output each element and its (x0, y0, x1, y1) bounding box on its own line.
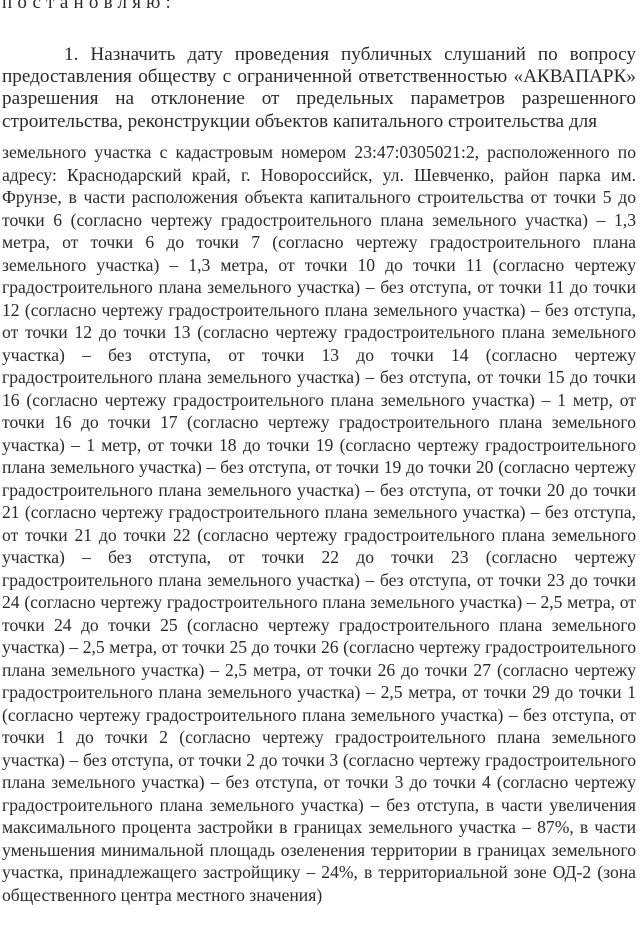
cut-off-header-line: постановляю: (2, 0, 177, 13)
item-number: 1. (64, 44, 79, 65)
resolution-item-1-body: земельного участка с кадастровым номером 23:47:0305021:2, расположенного по адресу: Краснодарский край, г. Новороссийск, ул. Шевченко, район парка им. Фрунзе, в части расположения объекта капитального строительства от точки 5 до точки 6 (согласно чертежу градостроительного плана земельного участка) – 1,3 метра, от точки 6 до точки 7 (согласно чертежу градостроительного плана земельного участка) – 1,3 метра, от точки 10 до точки 11 (согласно чертежу градостроительного плана земельного участка) – без отступа, от точки 11 до точки 12 (согласно чертежу градостроительного плана земельного участка) – без отступа, от точки 12 до точки 13 (согласно чертежу градостроительного плана земельного участка) – без отступа, от точки 13 до точки 14 (согласно чертежу градостроительного плана земельного участка) – без отступа, от точки 15 до точки 16 (согласно чертежу градостроительного плана земельного участка) – 1 метр, от точки 16 до точки 17 (согласно чертежу градостроительного плана земельного участка) – 1 метр, от точки 18 до точки 19 (согласно чертежу градостроительного плана земельного участка) – без отступа, от точки 19 до точки 20 (согласно чертежу градостроительного плана земельного участка) – без отступа, от точки 20 до точки 21 (согласно чертежу градостроительного плана земельного участка) – без отступа, от точки 21 до точки 22 (согласно чертежу градостроительного плана земельного участка) – без отступа, от точки 22 до точки 23 (согласно чертежу градостроительного плана земельного участка) – без отступа, от точки 23 до точки 24 (согласно чертежу градостроительного плана земельного участка) – 2,5 метра, от точки 24 до точки 25 (согласно чертежу градостроительного плана земельного участка) – 2,5 метра, от точки 25 до точки 26 (согласно чертежу градостроительного плана земельного участка) – 2,5 метра, от точки 26 до точки 27 (согласно чертежу градостроительного плана земельного участка) – 2,5 метра, от точки 29 до точки 1 (согласно чертежу градостроительного плана земельного участка) – без отступа, от точки 1 до точки 2 (согласно чертежу градостроительного плана земельного участка) – без отступа, от точки 2 до точки 3 (согласно чертежу градостроительного плана земельного участка) – без отступа, от точки 3 до точки 4 (согласно чертежу градостроительного плана земельного участка) – без отступа, в части увеличения максимального процента застройки в границах земельного участка – 87%, в части уменьшения минимальной площадь озеленения территории в границах земельного участка, принадлежащего застройщику – 24%, в территориальной зоне ОД-2 (зона общественного центра местного значения) (2, 142, 636, 905)
intro-text: Назначить дату проведения публичных слушаний по вопросу предоставления обществу с ограниченной ответственностью «АКВАПАРК» разрешения на отклонение от предельных параметров разрешенного строительства, реконструкции объектов капитального строительства для (2, 44, 636, 132)
resolution-item-1-intro (2, 44, 636, 133)
